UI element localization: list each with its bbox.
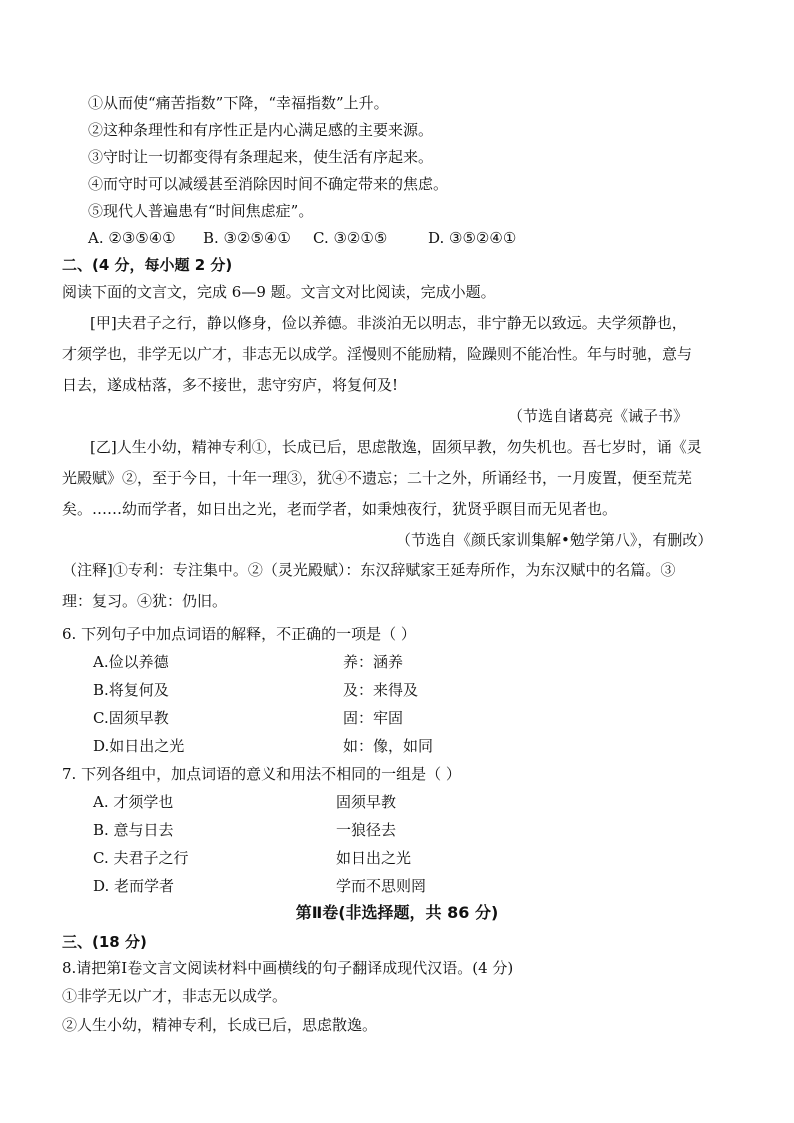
- q5-item-3: ③守时让一切都变得有条理起来，使生活有序起来。: [88, 148, 434, 166]
- q5-choice-a: A. ②③⑤④①: [88, 229, 176, 247]
- q8-item-2: ②人生小幼，精神专利，长成已后，思虑散逸。: [62, 1016, 378, 1034]
- q7-option-b-pair: 一狼径去: [336, 821, 397, 839]
- passage-yi-line-2: 光殿赋》②，至于今日，十年一理③，犹④不遗忘；二十之外，所诵经书，一月废置，便至荒芜: [62, 469, 693, 487]
- passage-yi-source: （节选自《颜氏家训集解•勉学第八》，有删改）: [396, 531, 713, 549]
- passage-jia-line-1: [甲]夫君子之行，静以修身，俭以养德。非淡泊无以明志，非宁静无以致远。夫学须静也，: [90, 314, 687, 332]
- q5-item-4: ④而守时可以减缓甚至消除因时间不确定带来的焦虑。: [88, 175, 449, 193]
- q7-stem: 7. 下列各组中，加点词语的意义和用法不相同的一组是（ ）: [62, 765, 461, 783]
- passage-jia-line-3: 日去，遂成枯落，多不接世，悲守穷庐，将复何及!: [62, 376, 399, 394]
- passage-yi-line-1: [乙]人生小幼，精神专利①，长成已后，思虑散逸，固须早教，勿失机也。吾七岁时，诵《灵: [90, 438, 702, 456]
- q6-option-c-gloss: 固：牢固: [343, 709, 404, 727]
- q5-item-1: ①从而使“痛苦指数”下降，“幸福指数”上升。: [88, 94, 389, 112]
- q6-option-a: A.俭以养德: [93, 653, 169, 671]
- q6-option-b-gloss: 及：来得及: [343, 681, 419, 699]
- q6-option-c: C.固须早教: [93, 709, 169, 727]
- q8-stem: 8.请把第Ⅰ卷文言文阅读材料中画横线的句子翻译成现代汉语。(4 分): [62, 959, 514, 977]
- q5-item-5: ⑤现代人普遍患有“时间焦虑症”。: [88, 202, 314, 220]
- q6-option-a-gloss: 养：涵养: [343, 653, 404, 671]
- q7-option-c: C. 夫君子之行: [93, 849, 189, 867]
- q8-item-1: ①非学无以广才，非志无以成学。: [62, 987, 288, 1005]
- q7-option-d: D. 老而学者: [93, 877, 175, 895]
- q6-option-d: D.如日出之光: [93, 737, 185, 755]
- passage-yi-line-3: 矣。……幼而学者，如日出之光，老而学者，如秉烛夜行，犹贤乎瞑目而无见者也。: [62, 500, 618, 518]
- q7-option-a-pair: 固须早教: [336, 793, 397, 811]
- q7-option-c-pair: 如日出之光: [336, 849, 412, 867]
- notes-line-1: （注释]①专利：专注集中。②（灵光殿赋）：东汉辞赋家王延寿所作，为东汉赋中的名篇。③: [62, 561, 676, 579]
- q7-option-a: A. 才须学也: [93, 793, 174, 811]
- part-2-title: 第Ⅱ卷(非选择题，共 86 分): [295, 903, 499, 922]
- q5-choice-d: D. ③⑤②④①: [428, 229, 517, 247]
- notes-line-2: 理：复习。④犹：仍旧。: [62, 592, 228, 610]
- q7-option-b: B. 意与日去: [93, 821, 174, 839]
- q5-choice-b: B. ③②⑤④①: [203, 229, 291, 247]
- section-2-intro: 阅读下面的文言文，完成 6—9 题。文言文对比阅读，完成小题。: [62, 283, 496, 301]
- q6-option-b: B.将复何及: [93, 681, 169, 699]
- q7-option-d-pair: 学而不思则罔: [336, 877, 427, 895]
- passage-jia-line-2: 才须学也，非学无以广才，非志无以成学。淫慢则不能励精，险躁则不能冶性。年与时驰，意与: [62, 345, 693, 363]
- q6-option-d-gloss: 如：像，如同: [343, 737, 434, 755]
- q6-stem: 6. 下列句子中加点词语的解释，不正确的一项是（ ）: [62, 625, 416, 643]
- q5-choice-c: C. ③②①⑤: [313, 229, 388, 247]
- passage-jia-source: （节选自诸葛亮《诫子书》: [508, 407, 689, 425]
- section-3-heading: 三、(18 分): [62, 933, 147, 951]
- q5-item-2: ②这种条理性和有序性正是内心满足感的主要来源。: [88, 121, 434, 139]
- section-2-heading: 二、(4 分，每小题 2 分): [62, 256, 233, 274]
